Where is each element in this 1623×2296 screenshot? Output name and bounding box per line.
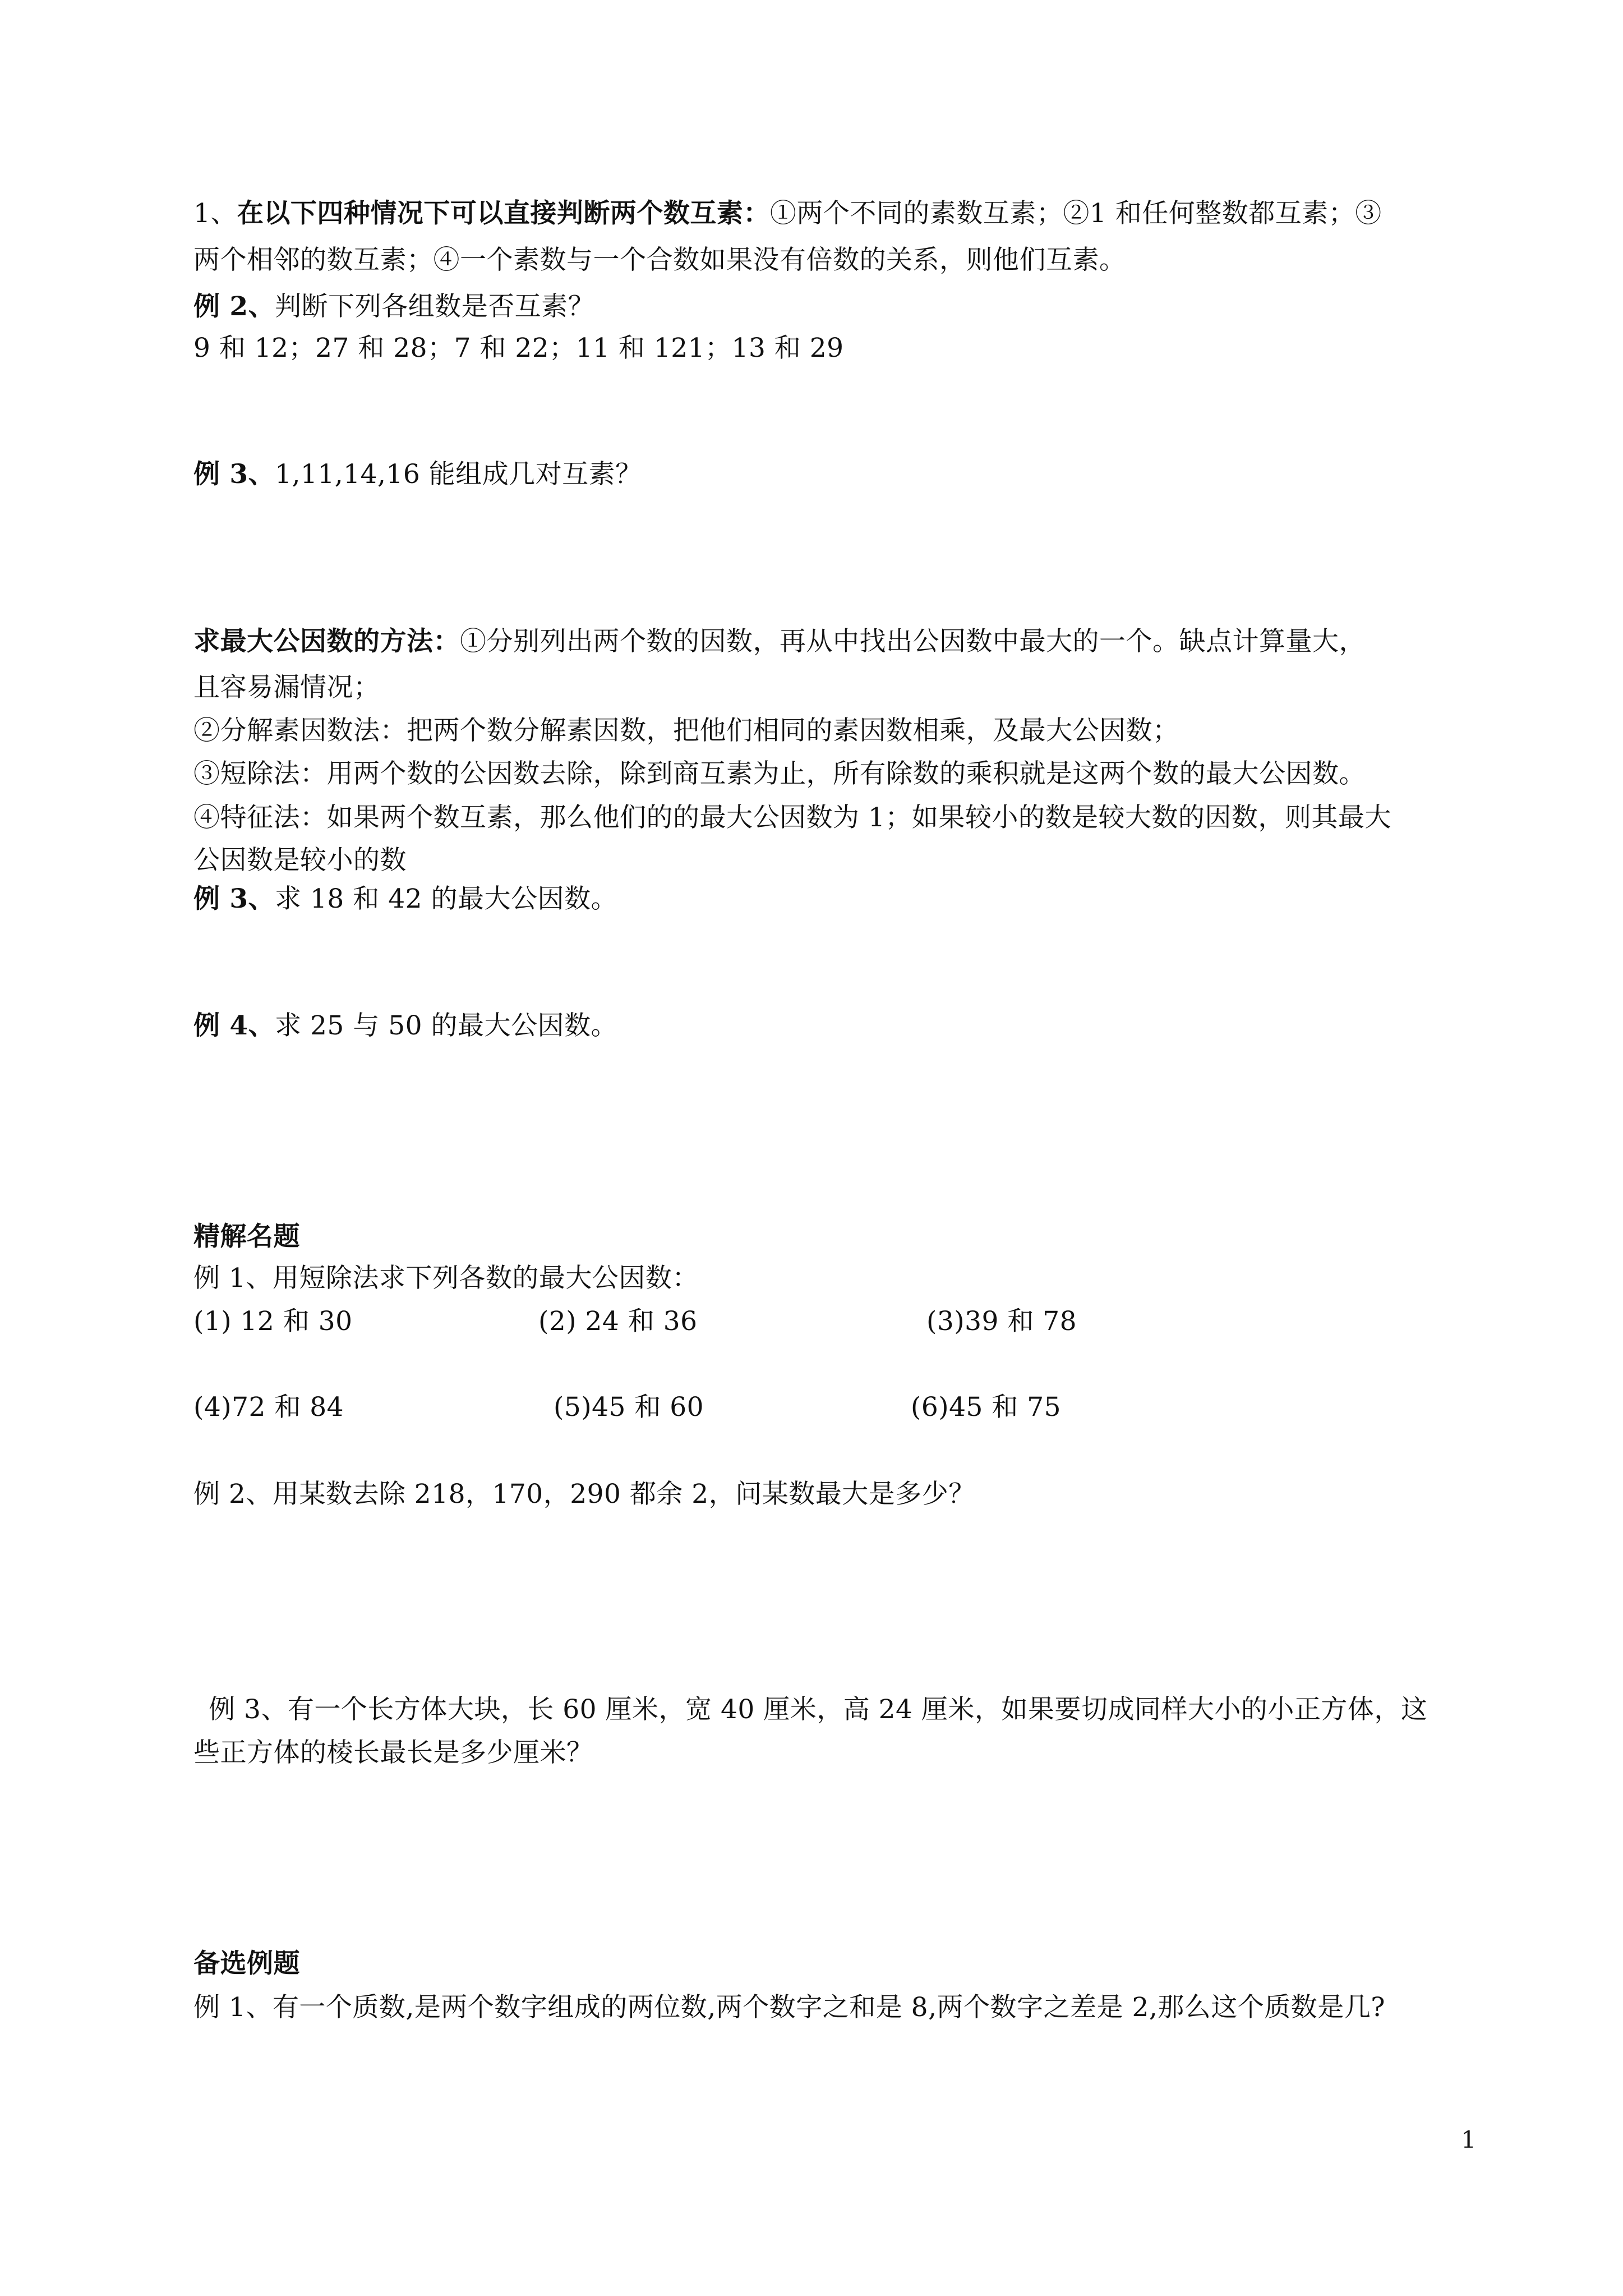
featured-item-3: (3)39 和 78: [926, 1306, 1077, 1337]
featured-item-2: (2) 24 和 36: [538, 1306, 698, 1337]
gcd-methods-line-3: ②分解素因数法：把两个数分解素因数，把他们相同的素因数相乘，及最大公因数；: [193, 715, 1179, 746]
coprime-rule-line-1: [193, 196, 1478, 231]
coprime-lead-number: 1、: [193, 198, 237, 229]
featured-example-2: 例 2、用某数去除 218，170，290 都余 2，问某数最大是多少？: [193, 1479, 975, 1510]
gcd-methods-line-2: 且容易漏情况；: [193, 672, 380, 703]
example-2-text: 判断下列各组数是否互素？: [275, 291, 595, 322]
coprime-lead-bold: 在以下四种情况下可以直接判断两个数互素：: [237, 198, 770, 229]
example-3-coprime: [193, 457, 1478, 492]
example-4-text: 求 25 与 50 的最大公因数。: [275, 1010, 617, 1041]
example-2-label: 例 2、: [193, 291, 275, 322]
featured-example-1-intro: 例 1、用短除法求下列各数的最大公因数：: [193, 1263, 699, 1294]
gcd-methods-line1-rest: ①分别列出两个数的因数，再从中找出公因数中最大的一个。缺点计算量大，: [460, 626, 1366, 657]
example-2: [193, 289, 1478, 324]
optional-heading: 备选例题: [193, 1948, 300, 1979]
featured-heading: 精解名题: [193, 1221, 300, 1252]
featured-item-5: (5)45 和 60: [554, 1392, 704, 1423]
example-3-gcd-text: 求 18 和 42 的最大公因数。: [275, 884, 617, 914]
coprime-rule-line-2: 两个相邻的数互素；④一个素数与一个合数如果没有倍数的关系，则他们互素。: [193, 245, 1126, 275]
featured-item-6: (6)45 和 75: [911, 1392, 1062, 1423]
gcd-methods-line-6: 公因数是较小的数: [193, 845, 407, 876]
page-number: 1: [1461, 2126, 1476, 2154]
example-3-gcd-label: 例 3、: [193, 884, 275, 914]
featured-example-3-line-1: 例 3、有一个长方体大块，长 60 厘米，宽 40 厘米，高 24 厘米，如果要切成同样大小的小正方体，这: [209, 1694, 1428, 1725]
featured-example-3-line-2: 些正方体的棱长最长是多少厘米？: [193, 1737, 593, 1768]
example-4-label: 例 4、: [193, 1010, 275, 1041]
example-3-gcd: [193, 882, 1478, 917]
example-4: [193, 1009, 1478, 1043]
gcd-methods-line-5: ④特征法：如果两个数互素，那么他们的的最大公因数为 1；如果较小的数是较大数的因数，则其最大: [193, 802, 1391, 833]
example-3-coprime-text: 1,11,14,16 能组成几对互素？: [275, 459, 642, 490]
featured-item-1: (1) 12 和 30: [193, 1306, 353, 1337]
featured-item-4: (4)72 和 84: [193, 1392, 344, 1423]
gcd-methods-title: 求最大公因数的方法：: [193, 626, 460, 657]
example-3-coprime-label: 例 3、: [193, 459, 275, 490]
coprime-line1-rest: ①两个不同的素数互素；②1 和任何整数都互素；③: [769, 198, 1382, 229]
optional-example-1: 例 1、有一个质数,是两个数字组成的两位数,两个数字之和是 8,两个数字之差是 2,那么这个质数是几?: [193, 1992, 1385, 2023]
example-2-pairs: 9 和 12；27 和 28；7 和 22；11 和 121；13 和 29: [193, 333, 844, 364]
gcd-methods-line-1: [193, 624, 1478, 659]
gcd-methods-line-4: ③短除法：用两个数的公因数去除，除到商互素为止，所有除数的乘积就是这两个数的最大公因数。: [193, 758, 1366, 789]
